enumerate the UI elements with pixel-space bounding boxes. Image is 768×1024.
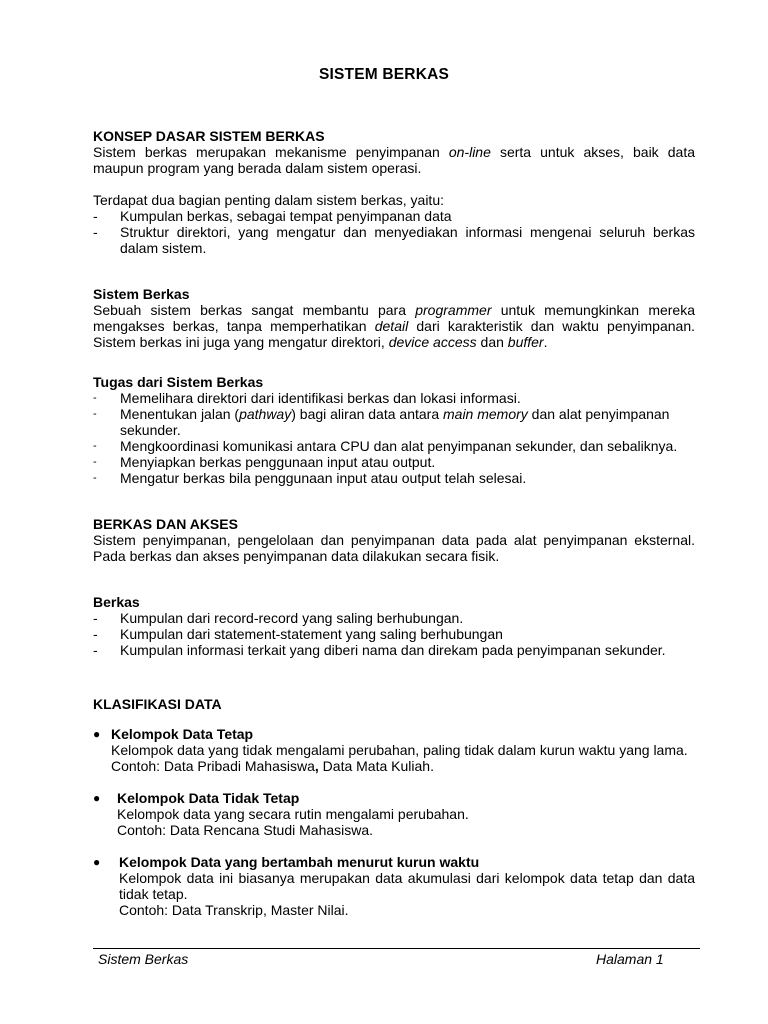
italic-term-buffer: buffer	[507, 334, 544, 350]
list-item-text: Mengkoordinasi komunikasi antara CPU dan alat penyimpanan sekunder, dan sebaliknya.	[120, 438, 678, 454]
footer-page-number: Halaman 1	[596, 951, 664, 967]
list-item	[93, 224, 695, 256]
paragraph-text: Sebuah sistem berkas sangat membantu para	[93, 302, 416, 318]
dash-marker: -	[93, 208, 98, 224]
dash-marker: -	[93, 224, 98, 240]
list-item	[93, 454, 695, 470]
list-item-text: Kumpulan dari record-record yang saling berhubungan.	[120, 610, 464, 626]
italic-term-device-access: device access	[388, 334, 477, 350]
bullet-item-data-tidak-tetap	[93, 790, 695, 838]
heading-sistem-berkas: Sistem Berkas	[93, 286, 190, 302]
italic-term-pathway: pathway	[239, 406, 292, 422]
paragraph-konsep	[93, 144, 695, 176]
italic-term-online: on-line	[448, 144, 491, 160]
paragraph-text: .	[543, 334, 548, 350]
list-item	[93, 208, 695, 224]
list-item-text: Struktur direktori, yang mengatur dan menyediakan informasi mengenai seluruh berkas dalam sistem.	[120, 224, 695, 256]
dash-marker: -	[93, 626, 98, 642]
example-text: Contoh: Data Pribadi Mahasiswa	[111, 758, 315, 774]
bullet-icon: ●	[93, 791, 101, 805]
bullet-desc: Kelompok data ini biasanya merupakan data akumulasi dari kelompok data tetap dan data tidak tetap.	[119, 870, 695, 902]
paragraph-intro: Terdapat dua bagian penting dalam sistem berkas, yaitu:	[93, 192, 444, 208]
footer-divider	[93, 948, 700, 949]
example-comma: ,	[314, 758, 319, 774]
list-item-text: Kumpulan berkas, sebagai tempat penyimpanan data	[120, 208, 452, 224]
dash-marker: -	[93, 456, 97, 468]
italic-term-programmer: programmer	[415, 302, 492, 318]
list-item-text: Menentukan jalan (	[120, 406, 240, 422]
heading-konsep-dasar: KONSEP DASAR SISTEM BERKAS	[93, 128, 325, 144]
heading-berkas-dan-akses: BERKAS DAN AKSES	[93, 516, 238, 532]
list-item-text: Memelihara direktori dari identifikasi berkas dan lokasi informasi.	[120, 390, 521, 406]
bullet-title: Kelompok Data Tetap	[111, 726, 254, 742]
bullet-example: Contoh: Data Rencana Studi Mahasiswa.	[117, 822, 374, 838]
bullet-item-data-bertambah	[93, 854, 695, 918]
footer-document-name: Sistem Berkas	[98, 951, 189, 967]
list-item	[93, 626, 695, 642]
bullet-desc: Kelompok data yang tidak mengalami perubahan, paling tidak dalam kurun waktu yang lama.	[111, 742, 688, 758]
bullet-example: Contoh: Data Transkrip, Master Nilai.	[119, 902, 349, 918]
heading-klasifikasi-data: KLASIFIKASI DATA	[93, 696, 222, 712]
italic-term-main-memory: main memory	[443, 406, 528, 422]
bullet-example	[111, 758, 695, 774]
list-item	[93, 470, 695, 486]
page-title: SISTEM BERKAS	[318, 66, 450, 83]
list-item-text: dan alat penyimpanan sekunder.	[120, 406, 670, 438]
paragraph-berkas-akses: Sistem penyimpanan, pengelolaan dan penyimpanan data pada alat penyimpanan eksternal. Pada berkas dan akses penyimpanan data dilakukan secara fisik.	[93, 532, 695, 564]
dash-marker: -	[93, 610, 98, 626]
dash-marker: -	[93, 642, 98, 658]
bullet-title: Kelompok Data Tidak Tetap	[117, 790, 300, 806]
list-item	[93, 438, 695, 454]
list-item-text: Kumpulan informasi terkait yang diberi nama dan direkam pada penyimpanan sekunder.	[120, 642, 666, 658]
bullet-icon: ●	[93, 855, 101, 869]
heading-tugas: Tugas dari Sistem Berkas	[93, 374, 264, 390]
paragraph-text: Sistem berkas merupakan mekanisme penyimpanan	[93, 144, 449, 160]
list-item-text: Menyiapkan berkas penggunaan input atau output.	[120, 454, 436, 470]
list-item	[93, 642, 695, 658]
bullet-icon: ●	[93, 727, 101, 741]
paragraph-text: dan	[476, 334, 508, 350]
example-text: Data Mata Kuliah.	[318, 758, 434, 774]
dash-marker: -	[93, 440, 97, 452]
list-item-text: Kumpulan dari statement-statement yang saling berhubungan	[120, 626, 503, 642]
bullet-item-data-tetap	[93, 726, 695, 774]
bullet-desc: Kelompok data yang secara rutin mengalami perubahan.	[117, 806, 469, 822]
document-body	[93, 128, 695, 918]
list-item	[93, 610, 695, 626]
paragraph-text: serta untuk akses, baik data maupun program yang berada dalam sistem operasi.	[93, 144, 695, 176]
dash-marker: -	[93, 392, 97, 404]
list-item	[93, 390, 695, 406]
bullet-title: Kelompok Data yang bertambah menurut kurun waktu	[119, 854, 480, 870]
italic-term-detail: detail	[374, 318, 409, 334]
list-item-text: Mengatur berkas bila penggunaan input atau output telah selesai.	[120, 470, 527, 486]
dash-marker: -	[93, 472, 97, 484]
dash-marker: -	[93, 408, 97, 420]
heading-berkas: Berkas	[93, 594, 140, 610]
paragraph-text: untuk memungkinkan mereka mengakses berkas, tanpa memperhatikan	[93, 302, 695, 334]
paragraph-text: dari karakteristik dan waktu penyimpanan. Sistem berkas ini juga yang mengatur direktori,	[93, 318, 695, 350]
paragraph-sistem-berkas	[93, 302, 695, 350]
list-item	[93, 406, 695, 438]
list-item-text: ) bagi aliran data antara	[291, 406, 443, 422]
